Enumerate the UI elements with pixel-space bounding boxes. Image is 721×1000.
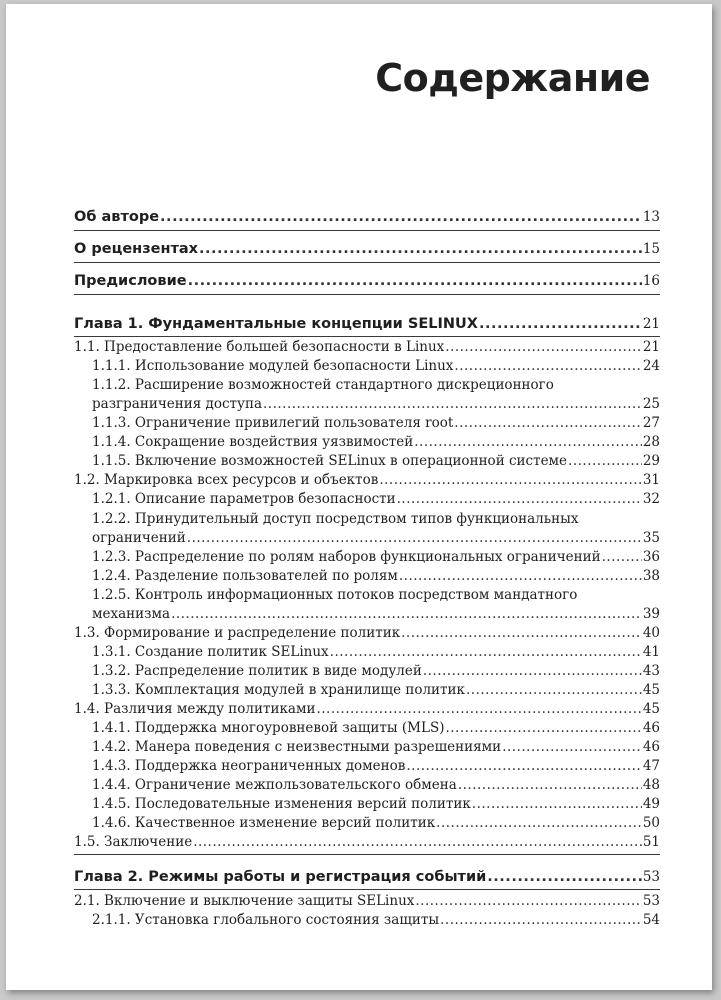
dot-leader [199, 240, 642, 258]
toc-entry[interactable] [74, 395, 660, 413]
toc-page-number: 31 [642, 472, 660, 488]
toc-page-number: 41 [642, 644, 660, 660]
toc-entry[interactable] [74, 833, 660, 851]
toc-entry-label: 1.1.5. Включение возможностей SELinux в операционной системе [92, 453, 568, 469]
toc-entry[interactable] [74, 624, 660, 642]
dot-leader [445, 719, 641, 737]
toc-page-number: 45 [642, 682, 660, 698]
toc-chapter-1[interactable] [74, 315, 660, 333]
toc-page-number: 25 [642, 396, 660, 412]
toc-page-number: 54 [642, 912, 660, 928]
toc-entry-label: 1.3.3. Комплектация модулей в хранилище политик [92, 682, 465, 698]
toc-entry[interactable] [74, 490, 660, 508]
toc-page-number: 15 [642, 241, 660, 257]
toc-page-number: 53 [642, 869, 660, 885]
toc-entry-label: 2.1. Включение и выключение защиты SELinux [74, 893, 415, 909]
toc-page-number: 24 [642, 358, 660, 374]
toc-entry-label: 1.2.4. Разделение пользователей по ролям [92, 568, 398, 584]
toc-page-number: 46 [642, 720, 660, 736]
toc-entry[interactable] [74, 357, 660, 375]
toc-entry-label: 1.3.1. Создание политик SELinux [92, 644, 329, 660]
dot-leader [193, 833, 642, 851]
page-title: Содержание [375, 56, 650, 100]
divider-line [74, 294, 660, 295]
toc-entry-label: 1.2.3. Распределение по ролям наборов функциональных ограничений [92, 549, 601, 565]
toc-entry-label: 1.4.5. Последовательные изменения версий политик [92, 796, 471, 812]
dot-leader [458, 776, 642, 794]
toc-page-number: 28 [642, 434, 660, 450]
toc-entry[interactable] [74, 757, 660, 775]
toc-page-number: 50 [642, 815, 660, 831]
dot-leader [188, 272, 642, 290]
toc-entry-label: 1.4.6. Качественное изменение версий политик [92, 815, 436, 831]
dot-leader [440, 911, 642, 929]
dot-leader [397, 490, 642, 508]
toc-entry[interactable] [74, 662, 660, 680]
dot-leader [406, 757, 641, 775]
dot-leader [454, 414, 642, 432]
toc-entry-label: механизма [92, 606, 171, 622]
toc-entry[interactable] [74, 452, 660, 470]
divider-line [74, 854, 660, 855]
dot-leader [330, 643, 642, 661]
dot-leader [445, 338, 642, 356]
dot-leader [436, 814, 642, 832]
dot-leader [414, 433, 642, 451]
toc-entry-label: 1.3.2. Распределение политик в виде модулей [92, 663, 422, 679]
chapter-title: Глава 1. Фундаментальные концепции SELINUX [74, 316, 478, 332]
dot-leader [171, 605, 642, 623]
toc-page-number: 49 [642, 796, 660, 812]
toc-entry-preface[interactable] [74, 272, 660, 290]
toc-entry[interactable] [74, 776, 660, 794]
toc-entry[interactable] [74, 681, 660, 699]
toc-entry-label: О рецензентах [74, 241, 199, 257]
toc-entry-label[interactable]: 1.2.2. Принудительный доступ посредством типов функциональных [92, 511, 579, 527]
toc-entry[interactable] [74, 548, 660, 566]
divider-line [74, 336, 660, 337]
toc-entry-label: 1.2.1. Описание параметров безопасности [92, 491, 396, 507]
divider-line [74, 230, 660, 231]
toc-entry[interactable] [74, 892, 660, 910]
dot-leader [479, 315, 642, 333]
dot-leader [187, 529, 642, 547]
toc-entry-label: 1.2. Маркировка всех ресурсов и объектов [74, 472, 379, 488]
toc-entry-label[interactable]: 1.1.2. Расширение возможностей стандартного дискреционного [92, 377, 554, 393]
dot-leader [401, 624, 642, 642]
toc-entry-label: 1.4.4. Ограничение межпользовательского обмена [92, 777, 457, 793]
toc-entry-label: 1.4. Различия между политиками [74, 701, 316, 717]
dot-leader [472, 795, 642, 813]
toc-entry[interactable] [74, 529, 660, 547]
toc-page-number: 36 [642, 549, 660, 565]
toc-page-number: 40 [642, 625, 660, 641]
toc-page-number: 46 [642, 739, 660, 755]
toc-entry-label: 1.3. Формирование и распределение политик [74, 625, 401, 641]
toc-entry-label: Об авторе [74, 209, 160, 225]
dot-leader [399, 567, 642, 585]
toc-entry-label: 1.4.2. Манера поведения с неизвестными разрешениями [92, 739, 502, 755]
toc-page-number: 53 [642, 893, 660, 909]
dot-leader [487, 868, 642, 886]
toc-entry-label: разграничения доступа [92, 396, 262, 412]
toc-page-number: 45 [642, 701, 660, 717]
toc-entry[interactable] [74, 719, 660, 737]
toc-entry[interactable] [74, 643, 660, 661]
toc-entry-label: 1.5. Заключение [74, 834, 193, 850]
toc-entry[interactable] [74, 814, 660, 832]
toc-page-number: 48 [642, 777, 660, 793]
toc-entry[interactable] [74, 738, 660, 756]
toc-entry-label: Предисловие [74, 273, 187, 289]
toc-entry[interactable] [74, 471, 660, 489]
toc-entry[interactable] [74, 795, 660, 813]
toc-entry-label: 2.1.1. Установка глобального состояния защиты [92, 912, 440, 928]
toc-page-number: 43 [642, 663, 660, 679]
toc-entry-label: 1.1.1. Использование модулей безопасности Linux [92, 358, 454, 374]
toc-page-number: 21 [642, 339, 660, 355]
dot-leader [160, 208, 642, 226]
dot-leader [379, 471, 641, 489]
toc-page-number: 32 [642, 491, 660, 507]
toc-page-number: 29 [642, 453, 660, 469]
document-page [6, 4, 712, 990]
dot-leader [602, 548, 642, 566]
toc-entry-label: 1.4.1. Поддержка многоуровневой защиты (MLS) [92, 720, 445, 736]
toc-page-number: 27 [642, 415, 660, 431]
toc-page-number: 13 [642, 209, 660, 225]
toc-entry-about-author[interactable] [74, 208, 660, 226]
dot-leader [454, 357, 641, 375]
toc-entry-label: ограничений [92, 530, 186, 546]
toc-entry[interactable] [74, 433, 660, 451]
toc-page-number: 38 [642, 568, 660, 584]
toc-entry-label: 1.1.4. Сокращение воздействия уязвимостей [92, 434, 414, 450]
toc-entry-label: 1.1. Предоставление большей безопасности в Linux [74, 339, 445, 355]
toc-entry[interactable] [74, 338, 660, 356]
toc-entry[interactable] [74, 567, 660, 585]
dot-leader [423, 662, 642, 680]
toc-entry[interactable] [74, 414, 660, 432]
divider-line [74, 889, 660, 890]
toc-page-number: 51 [642, 834, 660, 850]
toc-entry[interactable] [74, 700, 660, 718]
dot-leader [466, 681, 642, 699]
toc-entry-label: 1.4.3. Поддержка неограниченных доменов [92, 758, 406, 774]
toc-chapter-2[interactable] [74, 868, 660, 886]
toc-page-number: 21 [642, 316, 660, 332]
toc-page-number: 39 [642, 606, 660, 622]
dot-leader [568, 452, 642, 470]
divider-line [74, 262, 660, 263]
toc-page-number: 47 [642, 758, 660, 774]
toc-page-number: 35 [642, 530, 660, 546]
toc-entry-label: 1.1.3. Ограничение привилегий пользователя root [92, 415, 454, 431]
dot-leader [415, 892, 641, 910]
toc-entry[interactable] [74, 605, 660, 623]
toc-page-number: 16 [642, 273, 660, 289]
dot-leader [263, 395, 642, 413]
toc-entry[interactable] [74, 911, 660, 929]
dot-leader [316, 700, 641, 718]
chapter-title: Глава 2. Режимы работы и регистрация событий [74, 869, 487, 885]
toc-entry-reviewers[interactable] [74, 240, 660, 258]
dot-leader [502, 738, 642, 756]
toc-entry-label[interactable]: 1.2.5. Контроль информационных потоков посредством мандатного [92, 587, 578, 603]
